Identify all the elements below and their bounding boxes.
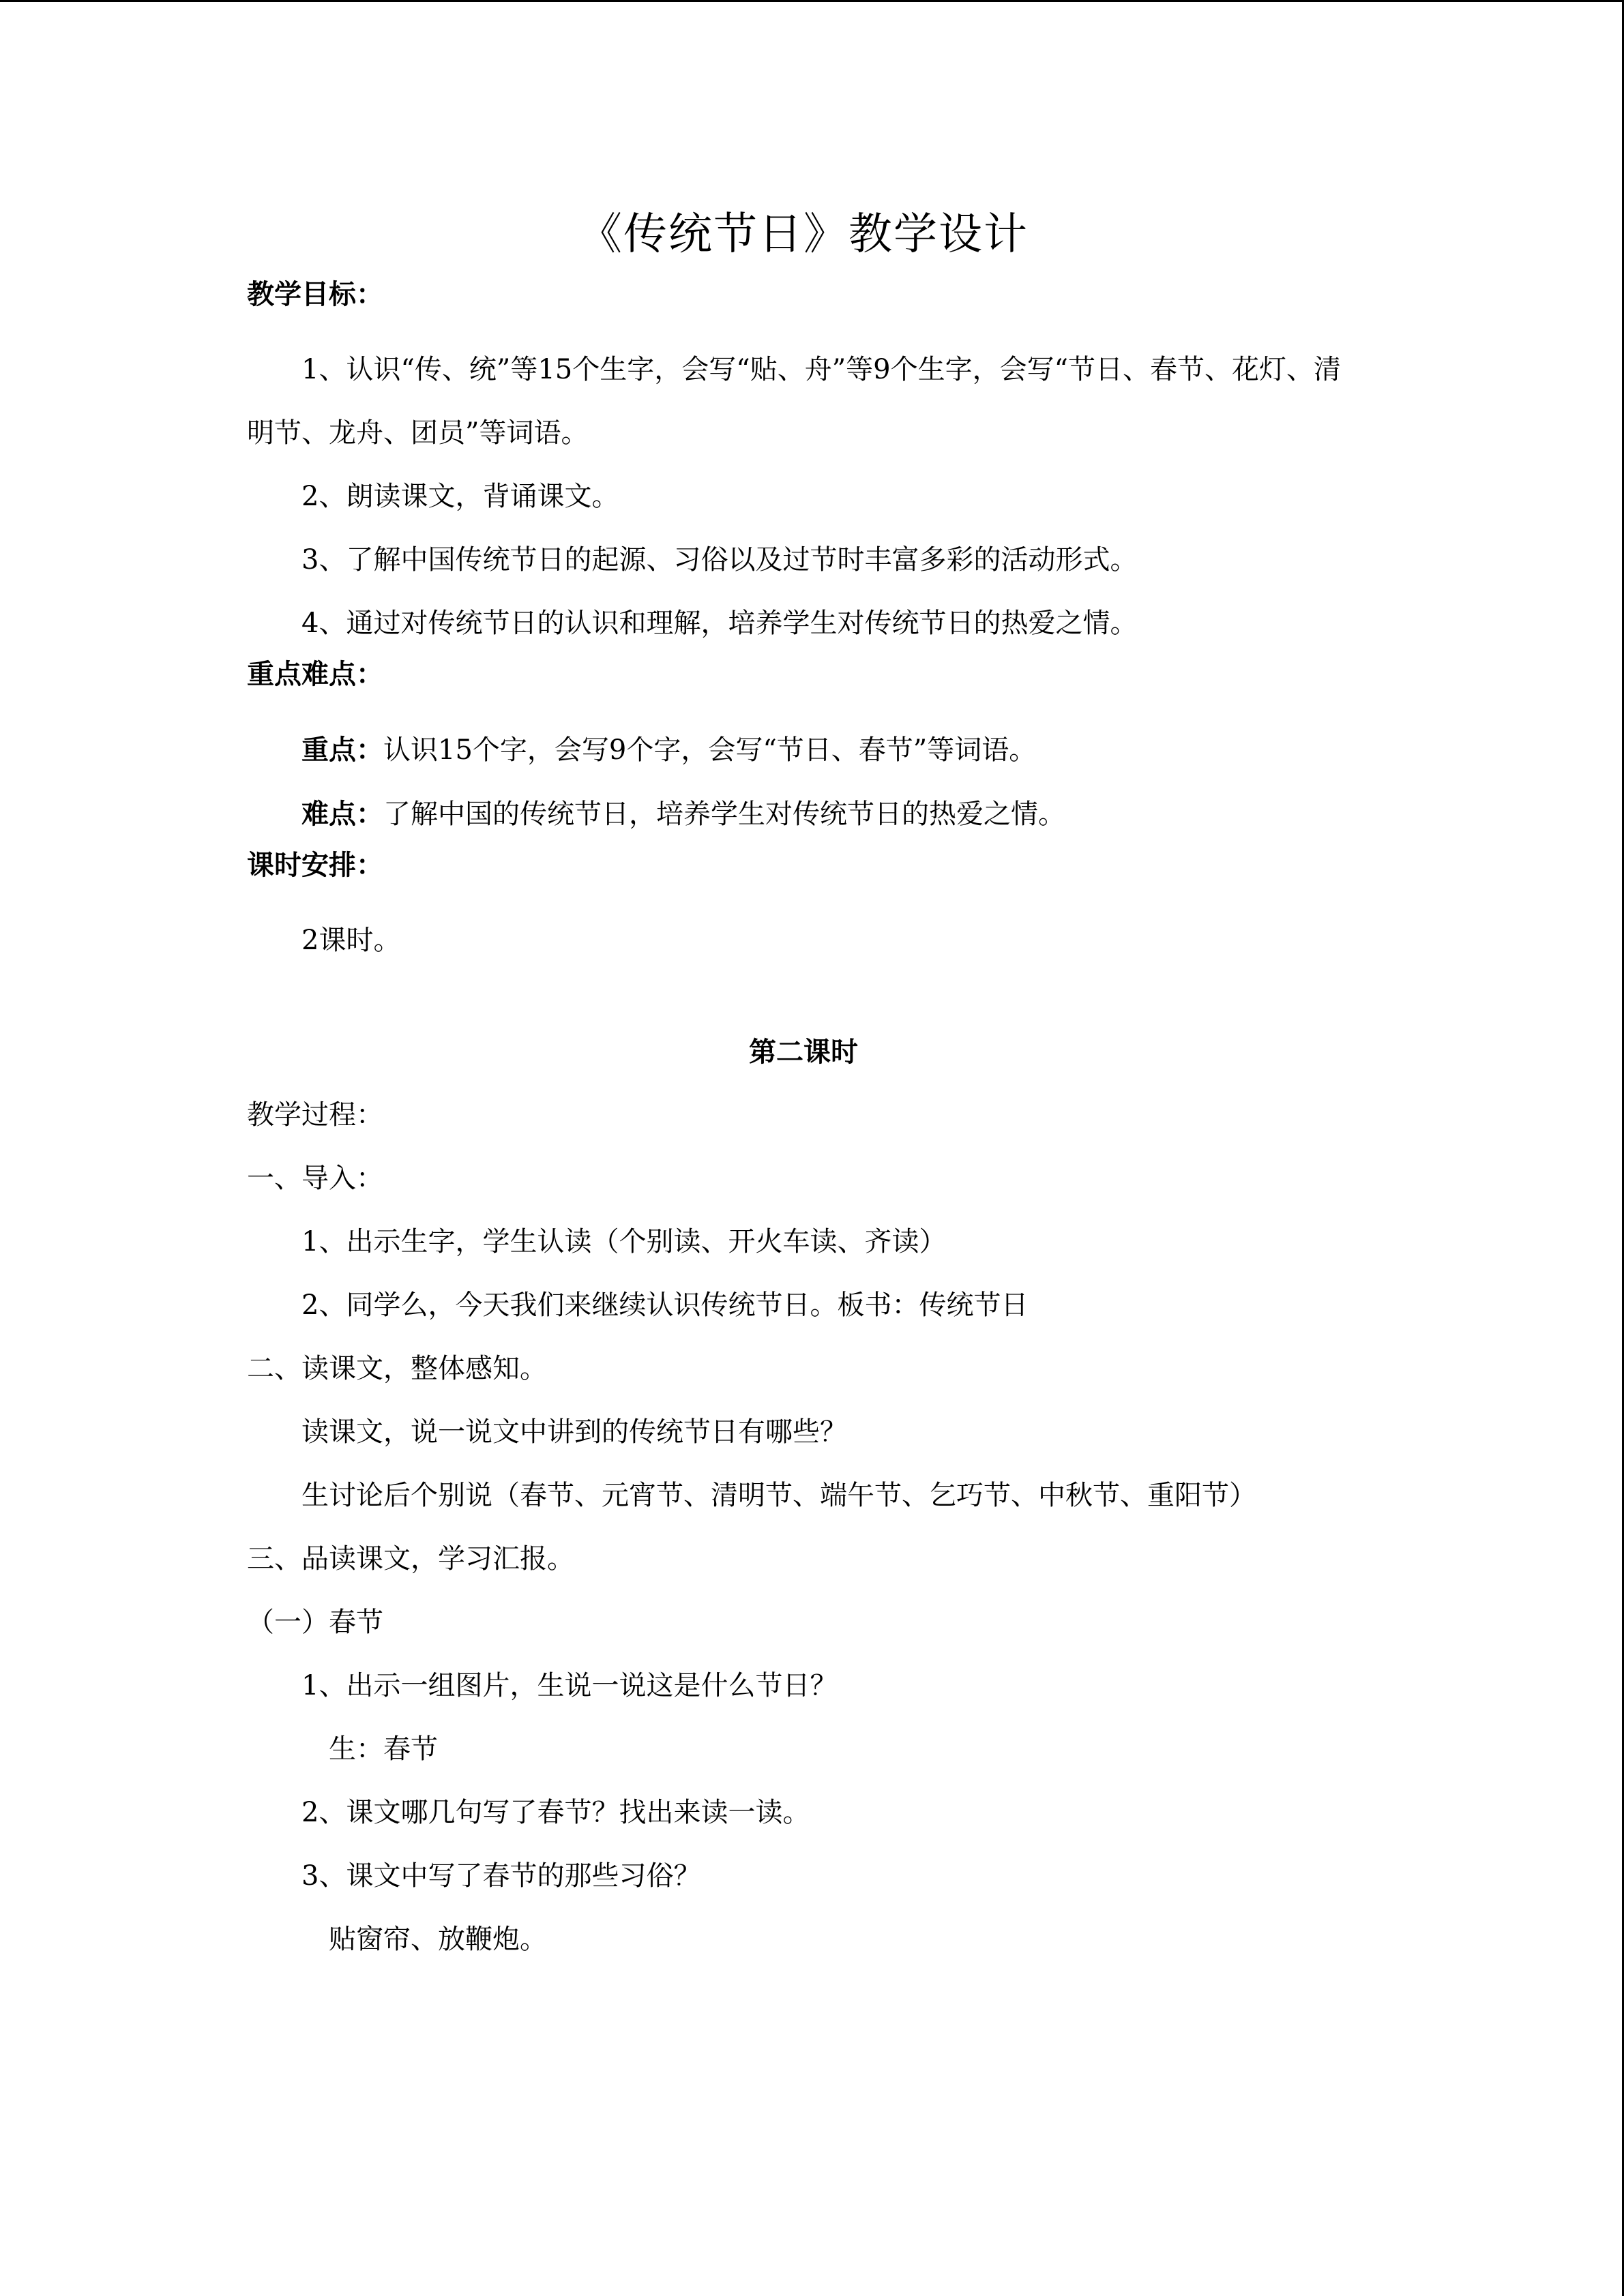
difficult-point-label: 难点： bbox=[301, 797, 383, 830]
key-points-heading: 重点难点： bbox=[247, 657, 383, 690]
page-title: 《传统节日》教学设计 bbox=[578, 209, 1029, 260]
sub1-answer-1: 生：春节 bbox=[329, 1733, 438, 1765]
part1-item-1: 1、出示生字，学生认读（个别读、开火车读、齐读） bbox=[301, 1225, 947, 1257]
key-point bbox=[247, 718, 1360, 782]
part1-title: 一、导入： bbox=[247, 1162, 383, 1194]
difficult-point bbox=[247, 782, 1360, 846]
objective-2: 2、朗读课文，背诵课文。 bbox=[301, 480, 619, 512]
part2-title: 二、读课文，整体感知。 bbox=[247, 1352, 547, 1384]
schedule-text: 2课时。 bbox=[301, 924, 401, 956]
objective-4: 4、通过对传统节日的认识和理解，培养学生对传统节日的热爱之情。 bbox=[301, 607, 1138, 639]
sub1-question-3: 3、课文中写了春节的那些习俗？ bbox=[301, 1860, 701, 1892]
process-label: 教学过程： bbox=[247, 1099, 383, 1131]
part3-title: 三、品读课文，学习汇报。 bbox=[247, 1542, 574, 1575]
part2-item-2: 生讨论后个别说（春节、元宵节、清明节、端午节、乞巧节、中秋节、重阳节） bbox=[301, 1479, 1256, 1511]
objectives-heading: 教学目标： bbox=[247, 278, 383, 310]
key-point-text: 认识15个字，会写9个字，会写“节日、春节”等词语。 bbox=[383, 734, 1037, 766]
part2-item-1: 读课文，说一说文中讲到的传统节日有哪些？ bbox=[301, 1416, 847, 1448]
objective-1: 1、认识“传、统”等15个生字，会写“贴、舟”等9个生字，会写“节日、春节、花灯、清明节、龙舟、团员”等词语。 bbox=[247, 353, 1342, 449]
difficult-point-text: 了解中国的传统节日，培养学生对传统节日的热爱之情。 bbox=[383, 798, 1065, 830]
key-point-label: 重点： bbox=[301, 733, 383, 766]
document-body bbox=[247, 205, 1360, 1971]
sub1-question-2: 2、课文哪几句写了春节？找出来读一读。 bbox=[301, 1796, 810, 1828]
objective-3: 3、了解中国传统节日的起源、习俗以及过节时丰富多彩的活动形式。 bbox=[301, 543, 1138, 576]
top-border-line bbox=[0, 0, 1624, 2]
sub1-title: （一）春节 bbox=[247, 1606, 383, 1638]
part1-item-2: 2、同学么，今天我们来继续认识传统节日。板书：传统节日 bbox=[301, 1289, 1029, 1321]
sub1-question-1: 1、出示一组图片，生说一说这是什么节日？ bbox=[301, 1669, 838, 1701]
schedule-heading: 课时安排： bbox=[247, 848, 383, 881]
sub1-answer-3: 贴窗帘、放鞭炮。 bbox=[329, 1923, 547, 1955]
lesson-title: 第二课时 bbox=[749, 1035, 858, 1068]
